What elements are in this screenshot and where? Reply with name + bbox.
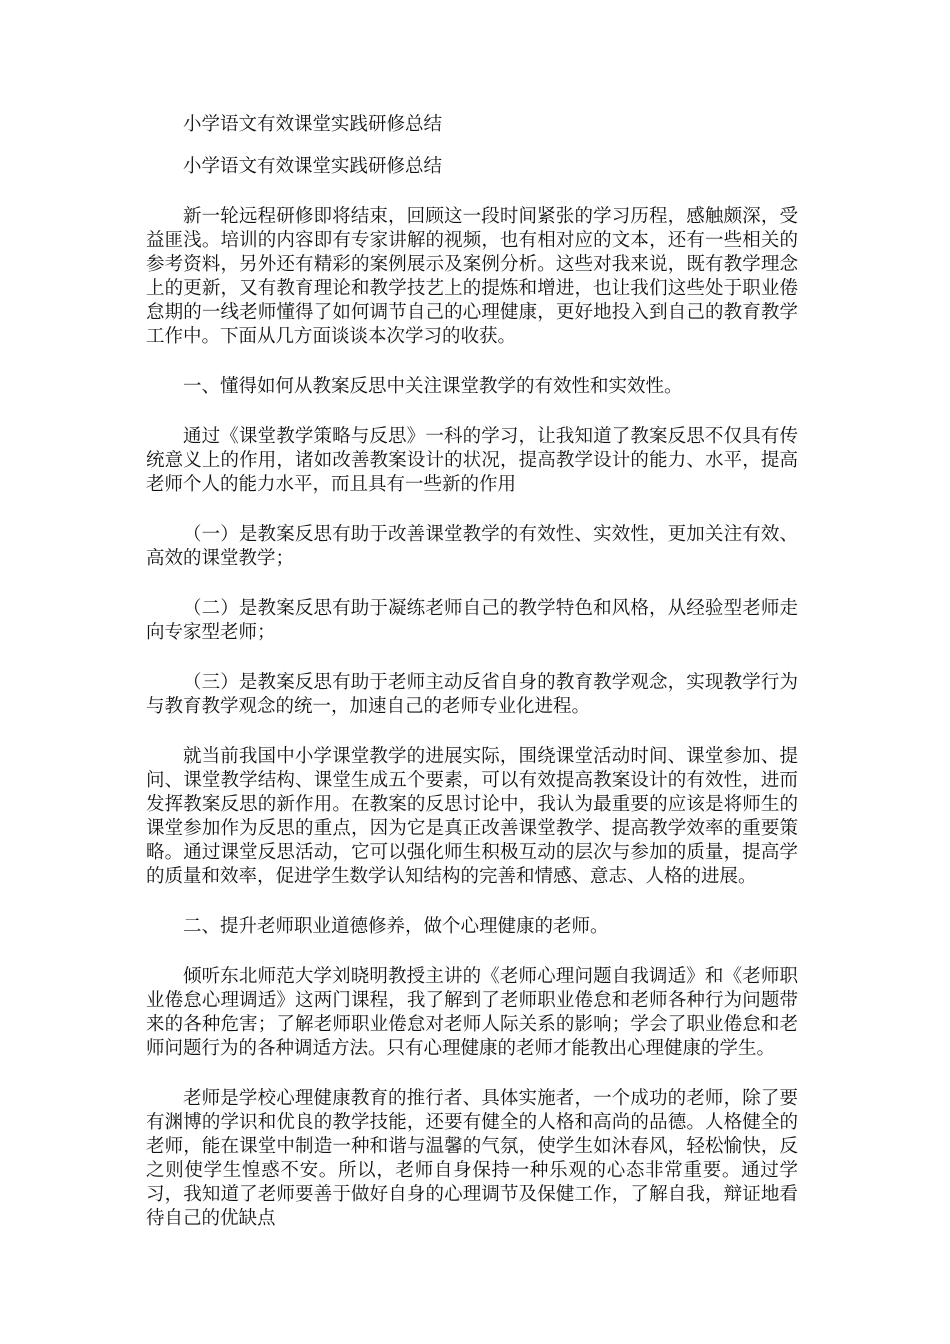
- paragraph-classroom: 就当前我国中小学课堂教学的进展实际，围绕课堂活动时间、课堂参加、提问、课堂教学结构、课堂生成五个要素，可以有效提高教案设计的有效性，进而发挥教案反思的新作用。在教案的反思讨论中，我认为最重要的应该是将师生的课堂参加作为反思的重点，因为它是真正改善课堂教学、提高教学效率的重要策略。通过课堂反思活动，它可以强化师生积极互动的层次与参加的质量，提高学的质量和效率，促进学生数学认知结构的完善和情感、意志、人格的进展。: [146, 746, 798, 887]
- paragraph-intro: 新一轮远程研修即将结束，回顾这一段时间紧张的学习历程，感触颇深，受益匪浅。培训的内容即有专家讲解的视频，也有相对应的文本，还有一些相关的参考资料，另外还有精彩的案例展示及案例分析。这些对我来说，既有教学理念上的更新，又有教育理论和教学技艺上的提炼和增进，也让我们这些处于职业倦怠期的一线老师懂得了如何调节自己的心理健康，更好地投入到自己的教育教学工作中。下面从几方面谈谈本次学习的收获。: [146, 206, 798, 347]
- list-item-two: （二）是教案反思有助于凝练老师自己的教学特色和风格，从经验型老师走向专家型老师；: [146, 598, 798, 643]
- list-item-three: （三）是教案反思有助于老师主动反省自身的教育教学观念，实现教学行为与教育教学观念的统一，加速自己的老师专业化进程。: [146, 672, 798, 717]
- section-heading-two: 二、提升老师职业道德修养，做个心理健康的老师。: [183, 916, 609, 937]
- document-title: 小学语文有效课堂实践研修总结: [183, 114, 443, 135]
- document-page: [146, 113, 798, 1231]
- paragraph-courses: 倾听东北师范大学刘晓明教授主讲的《老师心理问题自我调适》和《老师职业倦怠心理调适》这两门课程，我了解到了老师职业倦怠和老师各种行为问题带来的各种危害；了解老师职业倦怠对老师人际关系的影响；学会了职业倦怠和老师问题行为的各种调适方法。只有心理健康的老师才能教出心理健康的学生。: [146, 966, 798, 1059]
- section-heading-one: 一、懂得如何从教案反思中关注课堂教学的有效性和实效性。: [183, 376, 683, 397]
- paragraph-teacher-health: 老师是学校心理健康教育的推行者、具体实施者，一个成功的老师，除了要有渊博的学识和优良的教学技能，还要有健全的人格和高尚的品德。人格健全的老师，能在课堂中制造一种和谐与温馨的气氛，使学生如沐春风，轻松愉快，反之则使学生惶惑不安。所以，老师自身保持一种乐观的心态非常重要。通过学习，我知道了老师要善于做好自身的心理调节及保健工作，了解自我，辩证地看待自己的优缺点: [146, 1088, 798, 1229]
- paragraph-reflection: 通过《课堂教学策略与反思》一科的学习，让我知道了教案反思不仅具有传统意义上的作用，诸如改善教案设计的状况，提高教学设计的能力、水平，提高老师个人的能力水平，而且具有一些新的作用: [146, 426, 798, 495]
- list-item-one: （一）是教案反思有助于改善课堂教学的有效性、实效性，更加关注有效、高效的课堂教学；: [146, 524, 798, 569]
- document-subtitle: 小学语文有效课堂实践研修总结: [183, 156, 443, 177]
